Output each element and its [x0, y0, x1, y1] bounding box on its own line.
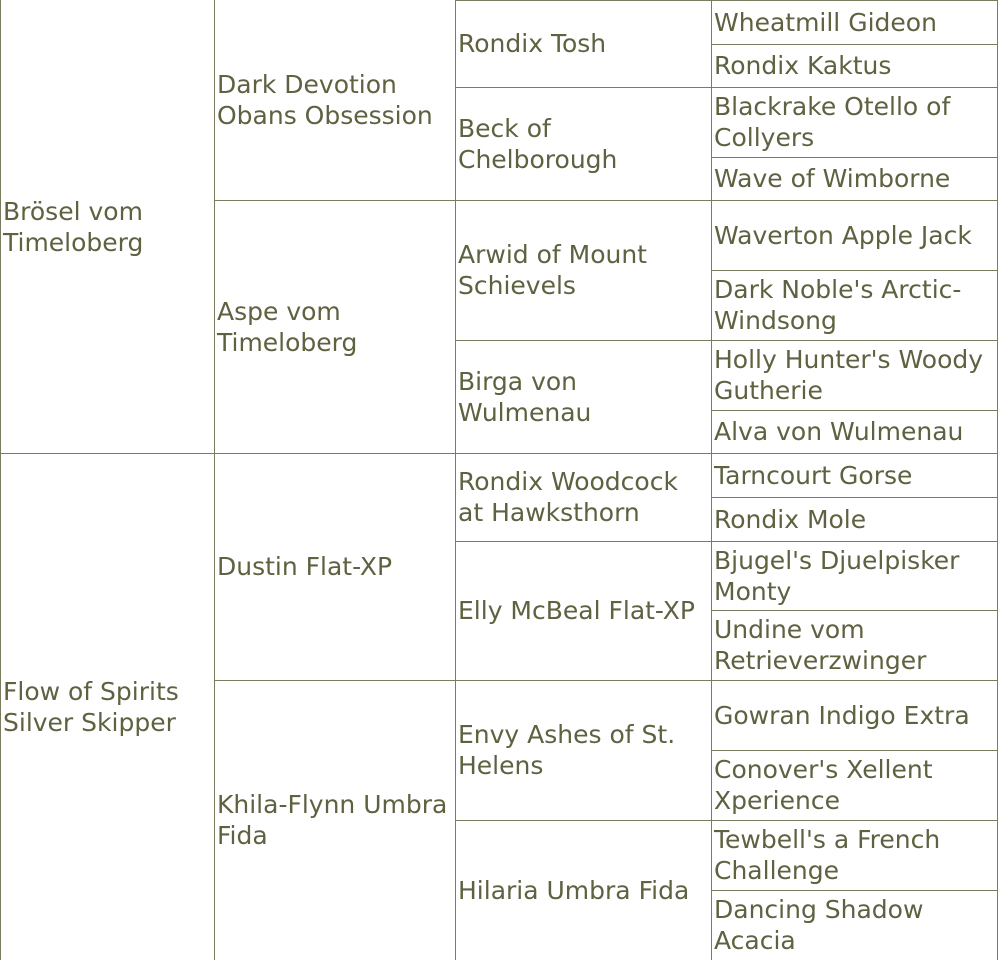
gen4-cell	[711, 820, 998, 890]
gen3-cell	[455, 680, 711, 820]
gen3-cell	[455, 820, 711, 960]
grid-line	[455, 0, 998, 1]
gen4-cell	[711, 610, 998, 680]
gen4-cell	[711, 340, 998, 410]
gen4-cell	[711, 453, 998, 497]
gen3-cell	[455, 87, 711, 200]
gen4-name: Blackrake Otello of Collyers	[714, 92, 951, 152]
sire-sire-name: Dark Devotion Obans Obsession	[217, 70, 433, 130]
gen3-cell	[455, 453, 711, 541]
grid-line	[711, 270, 998, 271]
gen4-name: Alva von Wulmenau	[714, 417, 964, 446]
gen4-cell	[711, 270, 998, 340]
gen4-cell	[711, 0, 998, 44]
gen4-name: Dancing Shadow Acacia	[714, 895, 924, 955]
gen3-name: Rondix Tosh	[458, 29, 607, 58]
sire-name: Brösel vom Timeloberg	[3, 196, 144, 257]
grid-line	[711, 497, 998, 498]
gen4-cell	[711, 541, 998, 610]
gen3-name: Birga von Wulmenau	[458, 366, 592, 427]
dam-dam-name: Khila-Flynn Umbra Fida	[217, 790, 448, 850]
gen4-name: Gowran Indigo Extra	[714, 700, 970, 730]
grid-line	[455, 87, 998, 88]
grid-line	[214, 680, 998, 681]
gen4-cell	[711, 87, 998, 157]
gen4-name: Tarncourt Gorse	[714, 460, 913, 490]
gen4-name: Wheatmill Gideon	[714, 7, 937, 37]
grid-line	[455, 0, 456, 960]
gen3-name: Rondix Woodcock at Hawksthorn	[458, 467, 678, 527]
grid-line	[711, 610, 998, 611]
dam-sire-name: Dustin Flat-XP	[217, 552, 393, 581]
gen4-name: Tewbell's a French Challenge	[714, 825, 941, 885]
gen3-cell	[455, 340, 711, 453]
gen4-name: Undine vom Retrieverzwinger	[714, 615, 927, 675]
dam-sire-cell	[214, 453, 455, 680]
grid-line	[214, 0, 215, 960]
grid-line	[711, 410, 998, 411]
sire-dam-cell	[214, 200, 455, 453]
gen3-name: Arwid of Mount Schievels	[458, 240, 647, 300]
gen3-cell	[455, 0, 711, 87]
gen4-cell	[711, 410, 998, 453]
gen4-cell	[711, 680, 998, 750]
gen4-name: Dark Noble's Arctic-Windsong	[714, 275, 962, 335]
grid-line	[455, 340, 998, 341]
gen4-cell	[711, 497, 998, 541]
dam-name: Flow of Spirits Silver Skipper	[3, 676, 179, 737]
gen4-name: Bjugel's Djuelpisker Monty	[714, 545, 960, 606]
gen4-name: Rondix Mole	[714, 504, 867, 534]
gen3-name: Beck of Chelborough	[458, 113, 618, 174]
gen4-cell	[711, 750, 998, 820]
sire-dam-name: Aspe vom Timeloberg	[217, 296, 358, 357]
gen4-name: Conover's Xellent Xperience	[714, 755, 933, 815]
grid-line	[0, 0, 1, 960]
grid-line	[0, 453, 998, 454]
gen4-name: Holly Hunter's Woody Gutherie	[714, 345, 984, 405]
gen4-cell	[711, 890, 998, 960]
gen4-cell	[711, 157, 998, 200]
gen3-name: Elly McBeal Flat-XP	[458, 596, 695, 625]
grid-line	[711, 750, 998, 751]
gen4-cell	[711, 200, 998, 270]
dam-cell	[0, 453, 214, 960]
grid-line	[455, 541, 998, 542]
sire-cell	[0, 0, 214, 453]
gen4-name: Wave of Wimborne	[714, 164, 951, 193]
grid-line	[455, 820, 998, 821]
gen3-name: Envy Ashes of St. Helens	[458, 720, 676, 780]
gen4-name: Waverton Apple Jack	[714, 220, 972, 250]
grid-line	[711, 157, 998, 158]
gen3-cell	[455, 541, 711, 680]
dam-dam-cell	[214, 680, 455, 960]
grid-line	[711, 44, 998, 45]
gen4-cell	[711, 44, 998, 87]
grid-line	[214, 200, 998, 201]
sire-sire-cell	[214, 0, 455, 200]
gen3-cell	[455, 200, 711, 340]
gen3-name: Hilaria Umbra Fida	[458, 875, 690, 905]
grid-line	[711, 890, 998, 891]
grid-line	[711, 0, 712, 960]
gen4-name: Rondix Kaktus	[714, 51, 892, 80]
